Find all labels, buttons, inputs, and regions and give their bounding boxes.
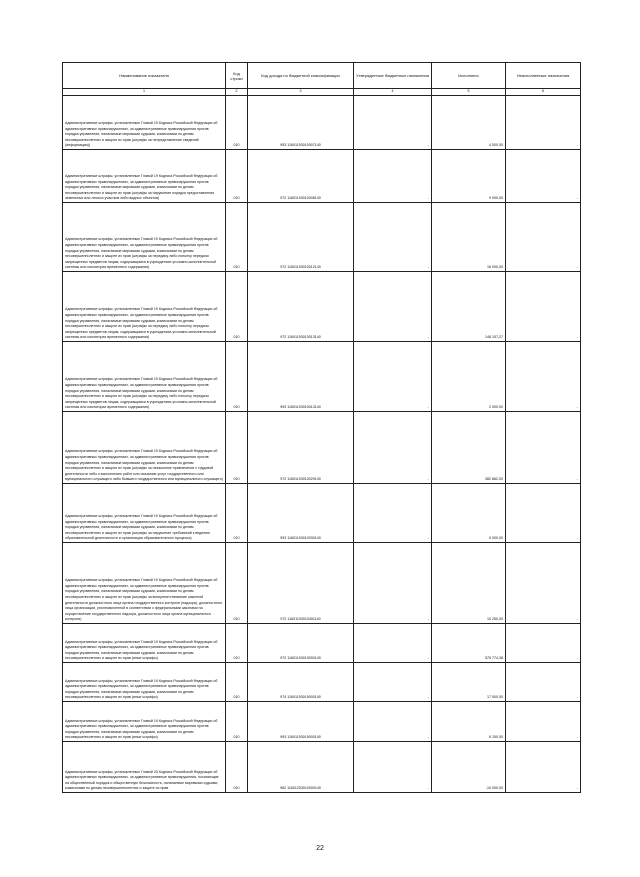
table-row xyxy=(63,272,581,342)
row-income-code: 972 11601193019000140 xyxy=(248,624,354,663)
row-code: 010 xyxy=(226,742,248,793)
row-executed: 6 150,00 xyxy=(432,702,506,742)
table-header-row xyxy=(63,63,581,89)
row-name: Административные штрафы, установленные Главой 19 Кодекса Российской Федерации об административных правонарушениях, за административные правонарушения против порядка управления, налагаемые мировыми судьями, комиссиями по делам несовершеннолетних и защите их прав (иные штрафы) xyxy=(63,702,226,742)
column-number: 3 xyxy=(248,89,354,96)
row-name: Административные штрафы, установленные Главой 19 Кодекса Российской Федерации об административных правонарушениях, за административные правонарушения против порядка управления, налагаемые мировыми судьями, комиссиями по делам несовершеннолетних и защите их прав (штрафы за нарушение требований к ведению образовательной деятельности и организации образовательного процесса) xyxy=(63,484,226,543)
header-unexecuted: Неисполненные назначения xyxy=(506,63,581,89)
row-name: Административные штрафы, установленные Главой 19 Кодекса Российской Федерации об административных правонарушениях, за административные правонарушения против порядка управления, налагаемые мировыми судьями, комиссиями по делам несовершеннолетних и защите их прав (иные штрафы) xyxy=(63,624,226,663)
header-income-code: Код дохода по бюджетной классификации xyxy=(248,63,354,89)
row-unexecuted: - xyxy=(506,702,581,742)
header-name: Наименование показателя xyxy=(63,63,226,89)
row-approved: - xyxy=(354,203,432,272)
row-executed: 575 774,38 xyxy=(432,624,506,663)
row-executed: 16 000,00 xyxy=(432,203,506,272)
row-executed: 5 000,00 xyxy=(432,484,506,543)
table-row xyxy=(63,96,581,150)
row-executed: 2 000,00 xyxy=(432,342,506,412)
row-approved: - xyxy=(354,742,432,793)
row-name: Административные штрафы, установленные Главой 19 Кодекса Российской Федерации об административных правонарушениях, за административные правонарушения против порядка управления, налагаемые мировыми судьями, комиссиями по делам несовершеннолетних и защите их прав (штрафы за непредставление сведений (информации)) xyxy=(63,96,226,150)
row-approved: - xyxy=(354,150,432,203)
header-row-code: Код строки xyxy=(226,63,248,89)
row-unexecuted: - xyxy=(506,742,581,793)
row-code: 010 xyxy=(226,342,248,412)
header-executed: Исполнено xyxy=(432,63,506,89)
row-executed: -10 000,00 xyxy=(432,742,506,793)
row-approved: - xyxy=(354,702,432,742)
page-number: 22 xyxy=(316,845,324,852)
row-income-code: 993 11601193019000140 xyxy=(248,702,354,742)
column-number: 6 xyxy=(506,89,581,96)
row-income-code: 972 11601193010029140 xyxy=(248,412,354,484)
row-unexecuted: - xyxy=(506,342,581,412)
row-income-code: 953 11601193010007140 xyxy=(248,96,354,150)
row-unexecuted: - xyxy=(506,96,581,150)
row-code: 010 xyxy=(226,624,248,663)
row-income-code: 972 11601193010013140 xyxy=(248,272,354,342)
row-code: 010 xyxy=(226,412,248,484)
row-name: Административные штрафы, установленные Главой 19 Кодекса Российской Федерации об административных правонарушениях, за административные правонарушения против порядка управления, налагаемые мировыми судьями, комиссиями по делам несовершеннолетних и защите их прав (штрафы за передачу либо попытку передачи запрещенных предметов лицам, содержащимся в учреждениях уголовно-исполнительной системы или изоляторах временного содержания) xyxy=(63,203,226,272)
row-income-code: 974 11601193019000140 xyxy=(248,663,354,702)
column-number: 4 xyxy=(354,89,432,96)
row-code: 010 xyxy=(226,96,248,150)
row-income-code: 993 11601193010013140 xyxy=(248,342,354,412)
row-executed: 10 250,00 xyxy=(432,543,506,624)
row-name: Административные штрафы, установленные Главой 20 Кодекса Российской Федерации об административных правонарушениях, за административные правонарушения, посягающие на общественный порядок и общественную безопасность, налагаемые мировыми судьями, комиссиями по делам несовершеннолетних и защите их прав xyxy=(63,742,226,793)
column-number: 1 xyxy=(63,89,226,96)
row-name: Административные штрафы, установленные Главой 19 Кодекса Российской Федерации об административных правонарушениях, за административные правонарушения против порядка управления, налагаемые мировыми судьями, комиссиями по делам несовершеннолетних и защите их прав (штрафы за воспрепятствование законной деятельности должностного лица органа государственного контроля (надзора), должностного лица организации, уполномоченной в соответствии с федеральными законами на осуществление государственного надзора, должностного лица органа муниципального контроля) xyxy=(63,543,226,624)
column-number: 5 xyxy=(432,89,506,96)
row-approved: - xyxy=(354,412,432,484)
row-name: Административные штрафы, установленные Главой 19 Кодекса Российской Федерации об административных правонарушениях, за административные правонарушения против порядка управления, налагаемые мировыми судьями, комиссиями по делам несовершеннолетних и защите их прав (штрафы за передачу либо попытку передачи запрещенных предметов лицам, содержащимся в учреждениях уголовно-исполнительной системы или изоляторах временного содержания) xyxy=(63,342,226,412)
row-approved: - xyxy=(354,96,432,150)
table-row xyxy=(63,663,581,702)
table-row xyxy=(63,484,581,543)
column-number-row xyxy=(63,89,581,96)
row-name: Административные штрафы, установленные Главой 19 Кодекса Российской Федерации об административных правонарушениях, за административные правонарушения против порядка управления, налагаемые мировыми судьями, комиссиями по делам несовершеннолетних и защите их прав (иные штрафы) xyxy=(63,663,226,702)
column-number: 2 xyxy=(226,89,248,96)
table-row xyxy=(63,742,581,793)
row-unexecuted: - xyxy=(506,624,581,663)
table-row xyxy=(63,543,581,624)
row-code: 010 xyxy=(226,203,248,272)
row-approved: - xyxy=(354,272,432,342)
row-code: 010 xyxy=(226,272,248,342)
row-executed: 9 000,00 xyxy=(432,150,506,203)
table-row xyxy=(63,624,581,663)
row-executed: 382 862,00 xyxy=(432,412,506,484)
row-unexecuted: - xyxy=(506,484,581,543)
table-row xyxy=(63,342,581,412)
row-income-code: 993 11601193010030140 xyxy=(248,484,354,543)
row-code: 010 xyxy=(226,484,248,543)
table-row xyxy=(63,150,581,203)
row-name: Административные штрафы, установленные Главой 19 Кодекса Российской Федерации об административных правонарушениях, за административные правонарушения против порядка управления, налагаемые мировыми судьями, комиссиями по делам несовершеннолетних и защите их прав (штрафы за незаконное привлечение к трудовой деятельности либо к выполнению работ или оказанию услуг государственного или муниципального служащего либо бывшего государственного или муниципального служащего) xyxy=(63,412,226,484)
row-executed: 4 500,00 xyxy=(432,96,506,150)
row-approved: - xyxy=(354,484,432,543)
row-unexecuted: - xyxy=(506,272,581,342)
row-approved: - xyxy=(354,624,432,663)
row-executed: 17 500,00 xyxy=(432,663,506,702)
row-unexecuted: - xyxy=(506,663,581,702)
row-code: 010 xyxy=(226,543,248,624)
row-code: 010 xyxy=(226,663,248,702)
row-code: 010 xyxy=(226,150,248,203)
row-income-code: 962 11601203010000140 xyxy=(248,742,354,793)
row-approved: - xyxy=(354,663,432,702)
row-name: Административные штрафы, установленные Главой 19 Кодекса Российской Федерации об административных правонарушениях, за административные правонарушения против порядка управления, налагаемые мировыми судьями, комиссиями по делам несовершеннолетних и защите их прав (штрафы за нарушение порядка предоставления земельных или лесных участков либо водных объектов) xyxy=(63,150,226,203)
row-approved: - xyxy=(354,543,432,624)
row-code: 010 xyxy=(226,702,248,742)
table-row xyxy=(63,412,581,484)
table-row xyxy=(63,203,581,272)
budget-execution-table xyxy=(62,62,581,793)
row-unexecuted: - xyxy=(506,150,581,203)
row-unexecuted: - xyxy=(506,203,581,272)
row-approved: - xyxy=(354,342,432,412)
table-row xyxy=(63,702,581,742)
row-income-code: 972 11601193010008140 xyxy=(248,150,354,203)
row-unexecuted: - xyxy=(506,543,581,624)
row-income-code: 972 11601193010401140 xyxy=(248,543,354,624)
header-approved: Утвержденные бюджетные назначения xyxy=(354,63,432,89)
row-unexecuted: - xyxy=(506,412,581,484)
row-executed: 148 157,27 xyxy=(432,272,506,342)
row-name: Административные штрафы, установленные Главой 19 Кодекса Российской Федерации об административных правонарушениях, за административные правонарушения против порядка управления, налагаемые мировыми судьями, комиссиями по делам несовершеннолетних и защите их прав (штрафы за передачу либо попытку передачи запрещенных предметов лицам, содержащимся в учреждениях уголовно-исполнительной системы или изоляторах временного содержания) xyxy=(63,272,226,342)
row-income-code: 972 11601193010012140 xyxy=(248,203,354,272)
